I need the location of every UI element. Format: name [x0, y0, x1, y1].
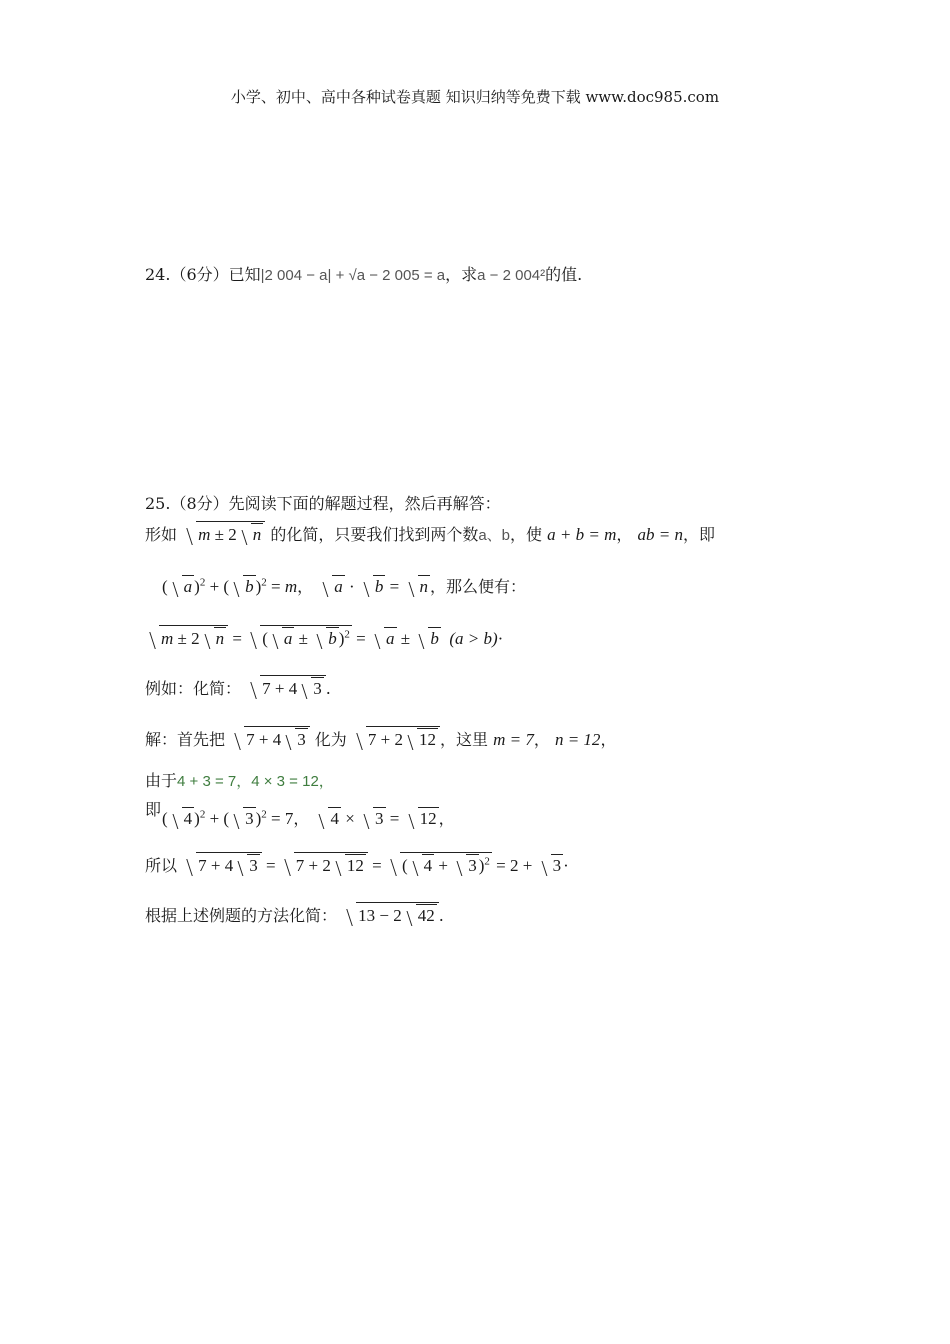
general-formula: m ± 2 n = ( a ± b )$^2$ = a ± b (a > b)· [145, 629, 503, 648]
sol-mid: 化为 [314, 730, 347, 749]
q24-prefix: 24.（6分）已知 [145, 265, 261, 284]
example-label: 例如：化简： [145, 679, 242, 698]
q25-example-line: 例如：化简： 7 + 4 3 . [145, 675, 331, 699]
q24-suffix: 的值. [545, 265, 583, 284]
q24-target: a − 2 004² [477, 267, 546, 284]
example-expression: 7 + 4 3 [248, 675, 326, 699]
solution-label: 解：首先把 [145, 730, 226, 749]
so-label: 所以 [145, 856, 178, 875]
sol-n-value: n = 12 [554, 730, 601, 749]
q25-ie-label: 即 [145, 800, 162, 819]
q24-mid: ，求 [445, 265, 478, 284]
form-use: ，使 [510, 525, 543, 544]
task-label: 根据上述例题的方法化简： [145, 906, 338, 925]
form-prefix: 形如 [145, 525, 178, 544]
question-24 [145, 262, 582, 285]
q25-title: 25.（8分）先阅读下面的解题过程，然后再解答： [145, 494, 501, 513]
ie-product: 4 × 3 = 12 [314, 809, 438, 828]
q25-so-line [145, 852, 569, 876]
since-expression: 4 + 3 = 7，4 × 3 = 12， [177, 773, 334, 790]
sol-m-value: m = 7 [493, 730, 534, 749]
sol-expression-2: 7 + 2 12 [354, 726, 440, 750]
q25-condition-line: ( a )$^2$ + ( b )$^2$ = m， a · b = n ，那么便有： [162, 576, 527, 596]
form-ab: a、b [478, 527, 511, 544]
q25-since-line [145, 768, 334, 791]
q25-task-line: 根据上述例题的方法化简： 13 − 2 42 . [145, 902, 444, 926]
formula-condition: (a > b) [449, 629, 498, 648]
cond-product: a · b = n [318, 577, 430, 596]
page-header: 小学、初中、高中各种试卷真题 知识归纳等免费下载 www.doc985.com [230, 88, 720, 106]
q25-solution-line: 解：首先把 7 + 4 3 化为 7 + 2 12 ，这里 m = 7， n = 12， [145, 726, 616, 750]
cond-mid: ，那么便有： [430, 577, 527, 596]
q25-formula-line [145, 625, 503, 649]
sol-expression-1: 7 + 4 3 [232, 726, 310, 750]
q24-expression: |2 004 − a| + √a − 2 005 = a [260, 267, 446, 284]
form-end: ，即 [682, 525, 715, 544]
task-expression: 13 − 2 42 [344, 902, 439, 926]
cond-squares: ( a )$^2$ + ( b )$^2$ = m [162, 576, 298, 596]
form-mid: 的化简，只要我们找到两个数 [270, 525, 479, 544]
sqrt-m-pm-2sqrt-n: m ± 2 n [184, 521, 265, 545]
so-expression: 7 + 4 3 = 7 + 2 12 = ( 4 + 3 )$^2$ = 2 + 3 · [182, 856, 569, 875]
sol-here: ，这里 [440, 730, 489, 749]
q25-form-line: 形如 m ± 2 n 的化简，只要我们找到两个数a、b，使 a + b = m， ab = n，即 [145, 521, 715, 545]
q25-ie-line: ( 4 )$^2$ + ( 3 )$^2$ = 7， 4 × 3 = 12 ， [162, 808, 455, 828]
form-eq-product: ab = n [637, 525, 683, 544]
form-eq-sum: a + b = m [547, 525, 617, 544]
ie-squares: ( 4 )$^2$ + ( 3 )$^2$ = 7 [162, 808, 294, 828]
since-label: 由于 [145, 771, 178, 790]
